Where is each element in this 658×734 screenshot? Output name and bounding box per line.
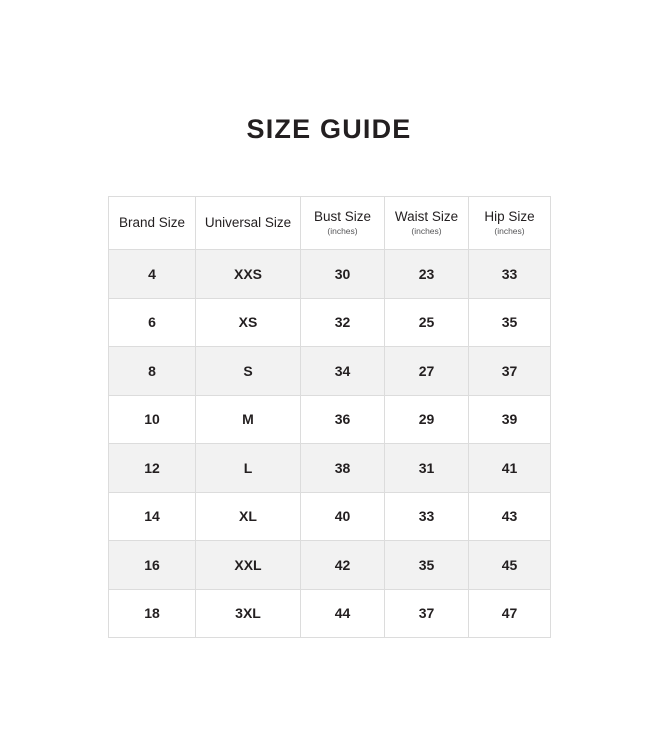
table-row <box>109 395 551 444</box>
cell-universal-size: XXL <box>196 541 301 590</box>
cell-bust-size: 32 <box>301 298 385 347</box>
cell-brand-size: 6 <box>109 298 196 347</box>
cell-bust-size: 38 <box>301 444 385 493</box>
cell-bust-size: 34 <box>301 347 385 396</box>
column-header-universal-size <box>196 197 301 250</box>
cell-hip-size: 43 <box>469 492 551 541</box>
cell-hip-size: 39 <box>469 395 551 444</box>
cell-waist-size: 33 <box>385 492 469 541</box>
cell-universal-size: S <box>196 347 301 396</box>
cell-universal-size: XXS <box>196 250 301 299</box>
column-header-label: Waist Size <box>394 209 459 225</box>
cell-waist-size: 27 <box>385 347 469 396</box>
cell-bust-size: 36 <box>301 395 385 444</box>
cell-brand-size: 10 <box>109 395 196 444</box>
cell-hip-size: 37 <box>469 347 551 396</box>
table-row <box>109 250 551 299</box>
column-header-label: Bust Size <box>313 209 372 225</box>
cell-waist-size: 23 <box>385 250 469 299</box>
cell-waist-size: 37 <box>385 589 469 638</box>
cell-waist-size: 29 <box>385 395 469 444</box>
cell-brand-size: 12 <box>109 444 196 493</box>
cell-hip-size: 35 <box>469 298 551 347</box>
table-header-row <box>109 197 551 250</box>
column-header-hip-size <box>469 197 551 250</box>
table-row <box>109 492 551 541</box>
column-header-label: Hip Size <box>484 209 535 225</box>
table-row <box>109 347 551 396</box>
cell-universal-size: L <box>196 444 301 493</box>
cell-bust-size: 30 <box>301 250 385 299</box>
cell-universal-size: M <box>196 395 301 444</box>
column-header-unit: (inches) <box>411 225 442 236</box>
column-header-label: Brand Size <box>118 215 186 231</box>
cell-hip-size: 33 <box>469 250 551 299</box>
cell-waist-size: 31 <box>385 444 469 493</box>
cell-hip-size: 47 <box>469 589 551 638</box>
table-row <box>109 589 551 638</box>
table-row <box>109 541 551 590</box>
cell-brand-size: 4 <box>109 250 196 299</box>
cell-hip-size: 45 <box>469 541 551 590</box>
cell-waist-size: 25 <box>385 298 469 347</box>
column-header-unit: (inches) <box>327 225 358 236</box>
table-header <box>109 197 551 250</box>
size-chart-table <box>108 196 551 638</box>
page-title: SIZE GUIDE <box>246 114 412 144</box>
size-chart-container <box>108 196 550 638</box>
cell-brand-size: 8 <box>109 347 196 396</box>
column-header-label: Universal Size <box>204 215 292 231</box>
cell-brand-size: 18 <box>109 589 196 638</box>
table-body <box>109 250 551 638</box>
cell-waist-size: 35 <box>385 541 469 590</box>
cell-universal-size: 3XL <box>196 589 301 638</box>
cell-brand-size: 16 <box>109 541 196 590</box>
table-row <box>109 298 551 347</box>
cell-bust-size: 40 <box>301 492 385 541</box>
cell-universal-size: XS <box>196 298 301 347</box>
cell-hip-size: 41 <box>469 444 551 493</box>
cell-bust-size: 42 <box>301 541 385 590</box>
column-header-brand-size <box>109 197 196 250</box>
column-header-unit: (inches) <box>494 225 525 236</box>
cell-brand-size: 14 <box>109 492 196 541</box>
table-row <box>109 444 551 493</box>
column-header-bust-size <box>301 197 385 250</box>
column-header-waist-size <box>385 197 469 250</box>
cell-universal-size: XL <box>196 492 301 541</box>
cell-bust-size: 44 <box>301 589 385 638</box>
